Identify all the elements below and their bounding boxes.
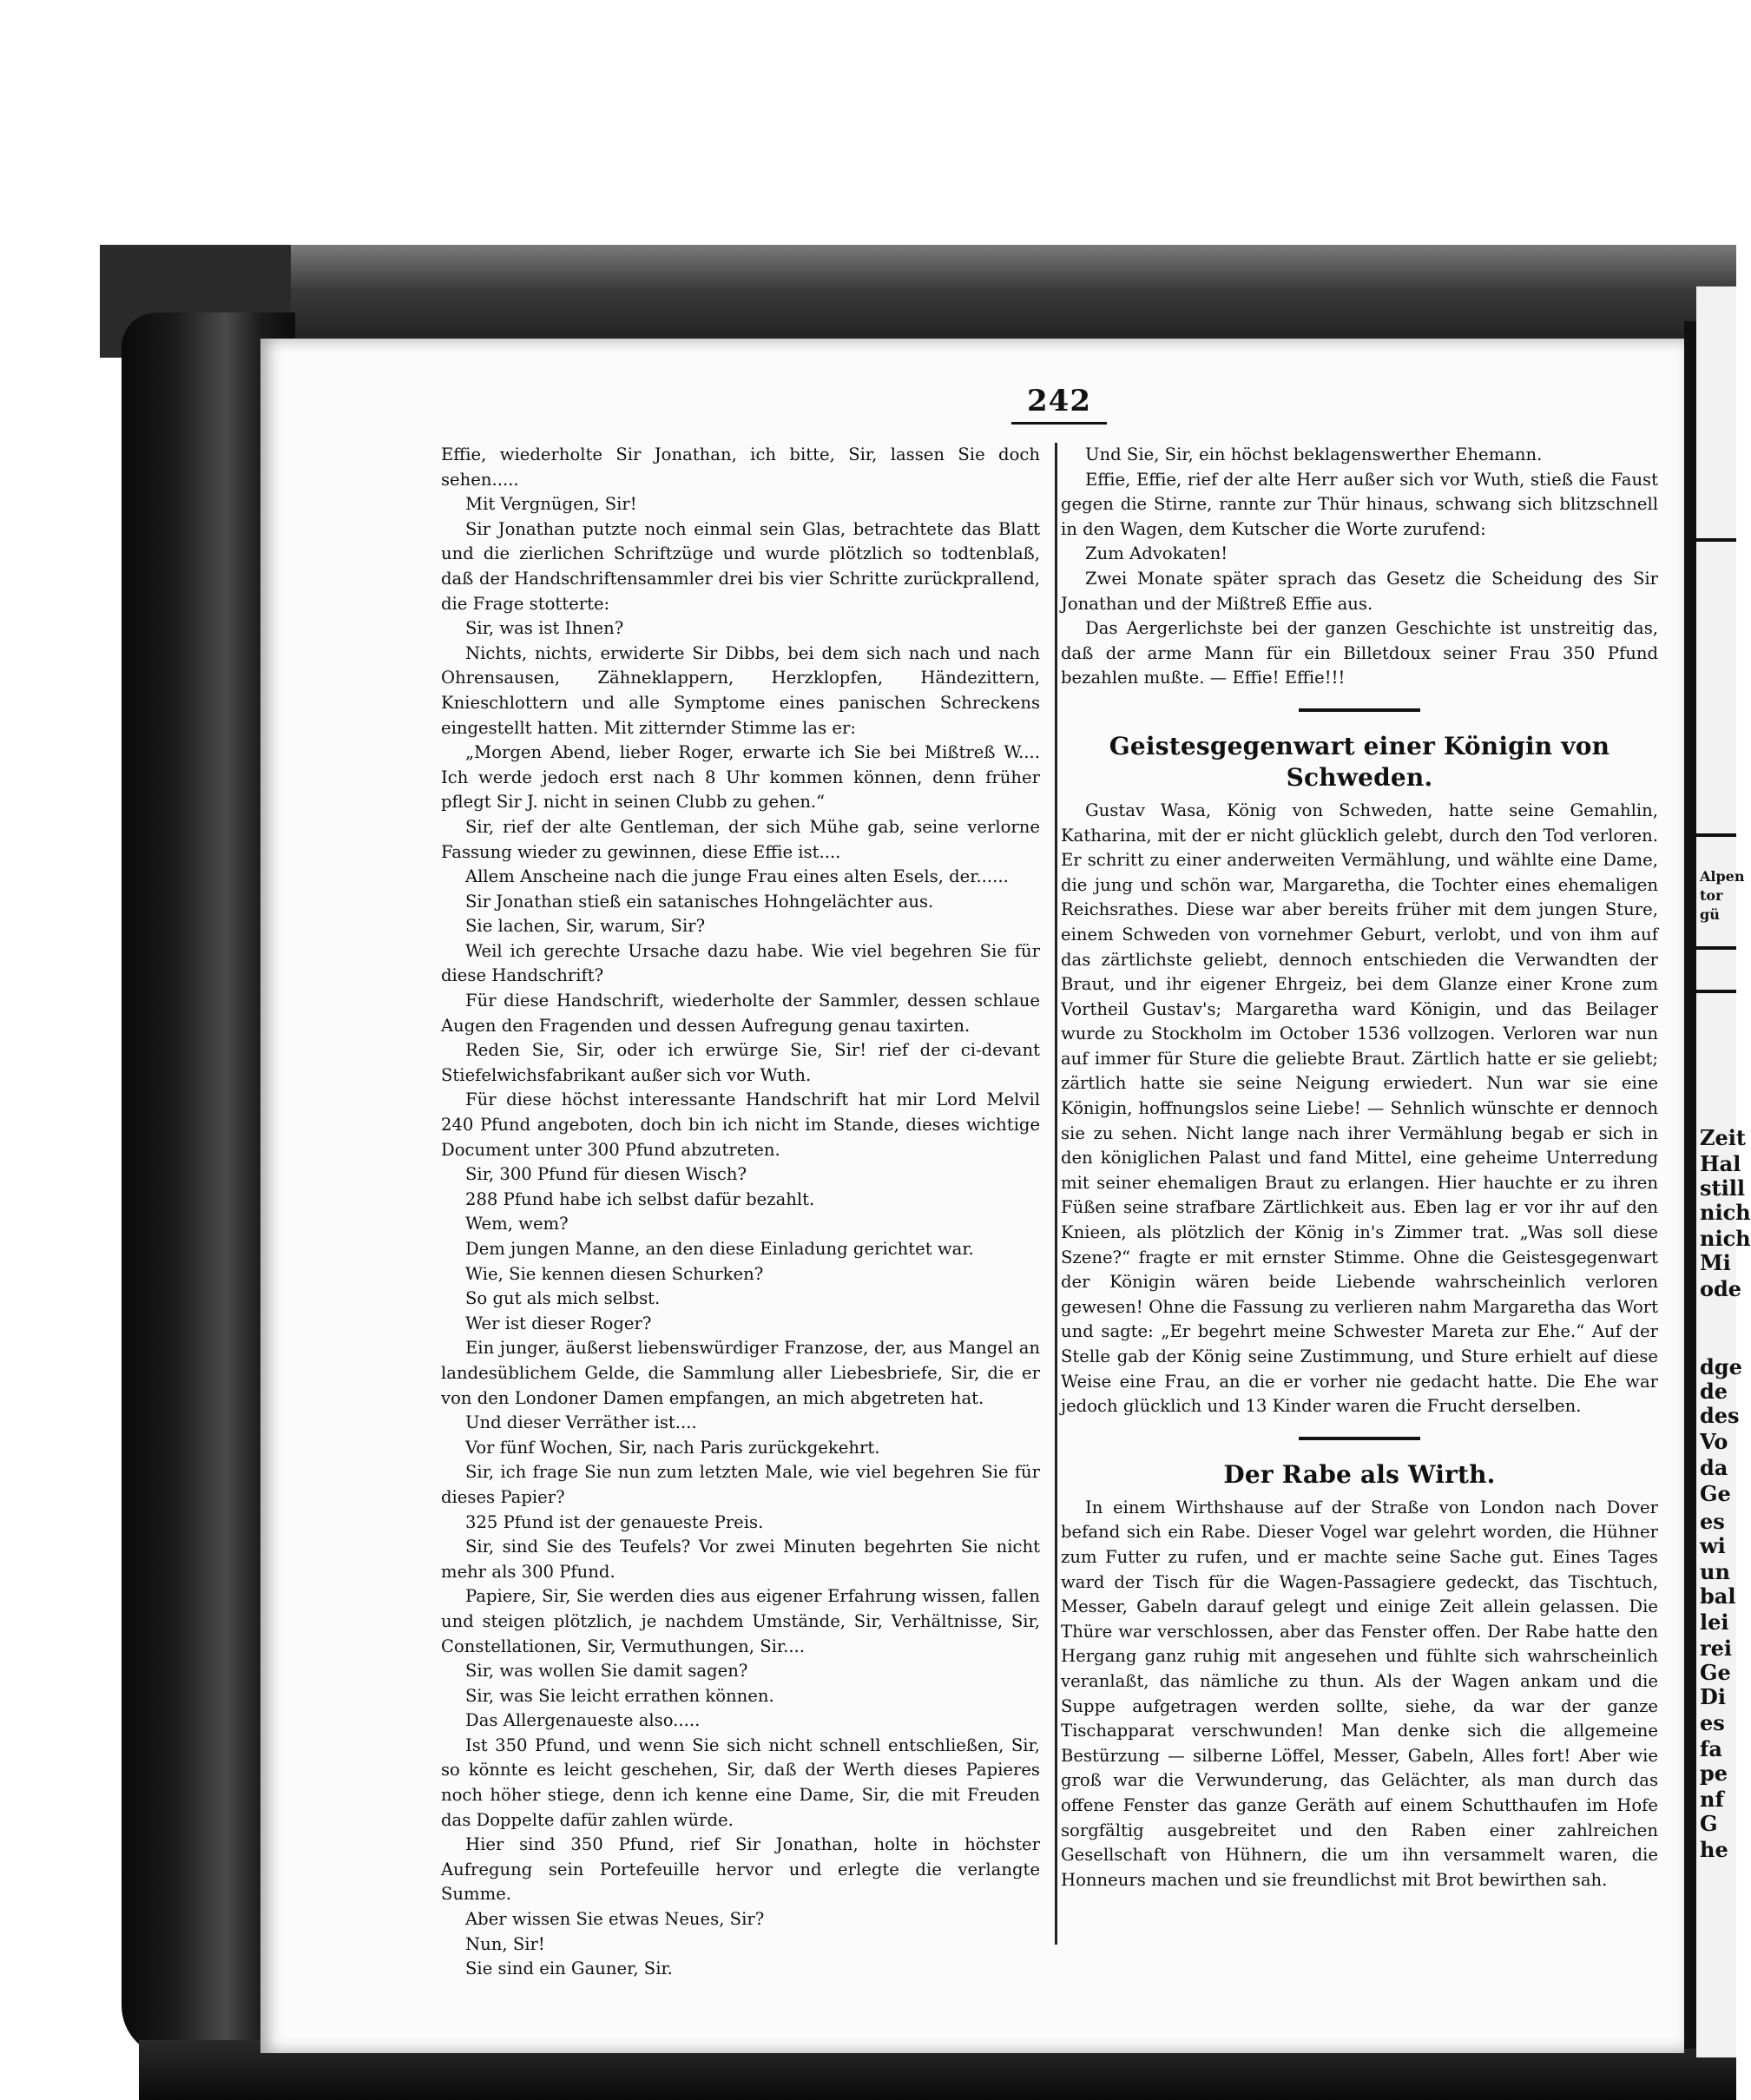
paragraph: Papiere, Sir, Sie werden dies aus eigener Erfahrung wissen, fallen und steigen plötzlich, je nachdem Umstände, Sir, Verhältnisse, Sir, Constellationen, Sir, Vermuthungen, Sir.... bbox=[441, 1586, 1040, 1656]
paragraph: Nichts, nichts, erwiderte Sir Dibbs, bei dem sich nach und nach Ohrensausen, Zähneklappern, Herzklopfen, Händezittern, Knieschlottern und alle Symptome eines panischen Schreckens eingestellt hatten. Mit zitternder Stimme las er: bbox=[441, 642, 1040, 738]
adjacent-page-rule bbox=[1696, 833, 1736, 837]
adjacent-page-word: da bbox=[1700, 1455, 1728, 1480]
adjacent-page-word: bal bbox=[1700, 1583, 1736, 1609]
paragraph: Ein junger, äußerst liebenswürdiger Franzose, der, aus Mangel an landesüblichem Gelde, die Sammlung aller Liebesbriefe, Sir, die er von den Londoner Damen empfangen, an mich abgetreten hat. bbox=[441, 1338, 1040, 1408]
adjacent-page-word: nf bbox=[1700, 1787, 1724, 1812]
paragraph: Für diese Handschrift, wiederholte der Sammler, dessen schlaue Augen den Fragenden und dessen Aufregung genau taxirten. bbox=[441, 991, 1040, 1036]
paragraph: Wie, Sie kennen diesen Schurken? bbox=[465, 1263, 764, 1284]
column-separator-rule bbox=[1055, 443, 1057, 1945]
adjacent-page-word: de bbox=[1700, 1379, 1728, 1404]
right-column bbox=[1061, 443, 1658, 1893]
paragraph: Zum Advokaten! bbox=[1085, 543, 1228, 564]
adjacent-page-word: des bbox=[1700, 1403, 1740, 1428]
adjacent-page-word: lei bbox=[1700, 1610, 1729, 1635]
paragraph: Sir, was ist Ihnen? bbox=[465, 618, 624, 639]
adjacent-page-word: G bbox=[1700, 1811, 1718, 1836]
article-headline-raven: Der Rabe als Wirth. bbox=[1223, 1459, 1496, 1489]
paragraph: Dem jungen Manne, an den diese Einladung gerichtet war. bbox=[465, 1239, 974, 1259]
paragraph: Das Allergenaueste also..... bbox=[465, 1710, 701, 1731]
paragraph: Sie lachen, Sir, warum, Sir? bbox=[465, 916, 706, 937]
paragraph: Effie, wiederholte Sir Jonathan, ich bitte, Sir, lassen Sie doch sehen..... bbox=[441, 444, 1040, 490]
paragraph: Sir, rief der alte Gentleman, der sich Mühe gab, seine verlorne Fassung wieder zu gewinnen, diese Effie ist.... bbox=[441, 816, 1040, 862]
adjacent-page-word: tor bbox=[1700, 887, 1723, 904]
paragraph: Mit Vergnügen, Sir! bbox=[465, 494, 637, 515]
adjacent-page-word: es bbox=[1700, 1710, 1725, 1735]
paragraph: Sir, was wollen Sie damit sagen? bbox=[465, 1661, 748, 1682]
paragraph: Und Sie, Sir, ein höchst beklagenswerther Ehemann. bbox=[1085, 444, 1543, 464]
adjacent-page-word: he bbox=[1700, 1837, 1728, 1862]
book-gutter bbox=[1684, 321, 1696, 2049]
adjacent-page-word: dge bbox=[1700, 1354, 1742, 1379]
paragraph: Sir, sind Sie des Teufels? Vor zwei Minuten begehrten Sie nicht mehr als 300 Pfund. bbox=[441, 1537, 1040, 1582]
paragraph: Für diese höchst interessante Handschrift hat mir Lord Melvil 240 Pfund angeboten, doch bin ich nicht im Stande, dieses wichtige Document unter 300 Pfund abzutreten. bbox=[441, 1089, 1040, 1160]
left-column bbox=[441, 443, 1040, 1982]
paragraph: Wer ist dieser Roger? bbox=[465, 1313, 652, 1333]
adjacent-page-word: Alpen bbox=[1700, 868, 1745, 885]
adjacent-page-fragment bbox=[1696, 286, 1751, 2057]
paragraph: Effie, Effie, rief der alte Herr außer sich vor Wuth, stieß die Faust gegen die Stirne, rannte zur Thür hinaus, schwang sich blitzschnell in den Wagen, dem Kutscher die Worte zurufend: bbox=[1061, 469, 1658, 539]
section-divider bbox=[1299, 1437, 1420, 1440]
paragraph: Sir Jonathan putzte noch einmal sein Glas, betrachtete das Blatt und die zierlichen Schriftzüge und wurde plötzlich so todtenblaß, daß der Handschriftensammler drei bis vier Schritte zurückprallend, die Frage stotterte: bbox=[441, 518, 1040, 614]
adjacent-page-word: Ge bbox=[1700, 1660, 1731, 1685]
paragraph: 288 Pfund habe ich selbst dafür bezahlt. bbox=[465, 1188, 815, 1209]
paragraph: So gut als mich selbst. bbox=[465, 1288, 661, 1309]
paragraph: Aber wissen Sie etwas Neues, Sir? bbox=[465, 1909, 765, 1930]
paragraph: 325 Pfund ist der genaueste Preis. bbox=[465, 1511, 764, 1532]
adjacent-page-word: nich bbox=[1700, 1226, 1751, 1251]
paragraph: In einem Wirthshause auf der Straße von London nach Dover befand sich ein Rabe. Dieser Vogel war gelehrt worden, die Hühner zum Futter zu rufen, und er machte seine Sache gut. Eines Tages ward der Tisch für die Wagen-Passagiere gedeckt, das Tischtuch, Messer, Gabeln darauf gelegt und einige Zeit allein gelassen. Die Thüre war verschlossen, aber das Fenster offen. Der Rabe hatte den Hergang ganz ruhig mit angesehen und fühlte sich wahrscheinlich veranlaßt, das nämliche zu thun. Als der Wagen ankam und die Suppe aufgetragen werden sollte, siehe, da war der ganze Tischapparat verschwunden! Man denke sich die allgemeine Bestürzung — silberne Löffel, Messer, Gabeln, Alles fort! Aber wie groß war die Verwunderung, das Gelächter, als man durch das offene Fenster das ganze Geräth auf einem Schutthaufen im Hofe sorgfältig ausgebreitet und den Raben einer zahlreichen Gesellschaft von Hühnern, die um ihn versammelt waren, die Honneurs machen und sie freundlichst mit Brot bewirthen sah. bbox=[1061, 1497, 1658, 1890]
paragraph: Sir, was Sie leicht errathen können. bbox=[465, 1685, 774, 1706]
adjacent-page-word: Mi bbox=[1700, 1250, 1731, 1275]
adjacent-page-rule bbox=[1696, 990, 1736, 993]
page-number: 242 bbox=[1027, 384, 1091, 418]
adjacent-page-word: gü bbox=[1700, 906, 1720, 923]
adjacent-page-word: Vo bbox=[1700, 1429, 1728, 1454]
paragraph: „Morgen Abend, lieber Roger, erwarte ich Sie bei Mißtreß W.... Ich werde jedoch erst nach 8 Uhr kommen können, denn früher pflegt Sir J. nicht in seinen Clubb zu gehen.“ bbox=[441, 742, 1040, 813]
paragraph: Das Aergerlichste bei der ganzen Geschichte ist unstreitig das, daß der arme Mann für ein Billetdoux seiner Frau 350 Pfund bezahlen mußte. — Effie! Effie!!! bbox=[1061, 618, 1658, 688]
article-body-queen bbox=[1061, 799, 1658, 1419]
paragraph: Sir, ich frage Sie nun zum letzten Male, wie viel begehren Sie für dieses Papier? bbox=[441, 1462, 1040, 1507]
page-number-underline bbox=[1011, 422, 1107, 425]
paragraph: Wem, wem? bbox=[465, 1214, 569, 1234]
paragraph: Allem Anscheine nach die junge Frau eines alten Esels, der...... bbox=[465, 866, 1009, 887]
paragraph: Ist 350 Pfund, und wenn Sie sich nicht schnell entschließen, Sir, so könnte es leicht geschehen, Sir, daß der Werth dieses Papieres noch höher stiege, denn ich kenne eine Dame, Sir, die mit Freuden das Doppelte dafür zahlen würde. bbox=[441, 1735, 1040, 1830]
section-divider bbox=[1299, 708, 1420, 712]
paragraph: Zwei Monate später sprach das Gesetz die Scheidung des Sir Jonathan und der Mißtreß Effie aus. bbox=[1061, 568, 1658, 614]
article-body-raven bbox=[1061, 1496, 1658, 1893]
paragraph: Sir Jonathan stieß ein satanisches Hohngelächter aus. bbox=[465, 891, 934, 912]
paragraph: Vor fünf Wochen, Sir, nach Paris zurückgekehrt. bbox=[465, 1437, 880, 1458]
adjacent-page-word: pe bbox=[1700, 1761, 1728, 1786]
story-conclusion bbox=[1061, 443, 1658, 691]
paragraph: Und dieser Verräther ist.... bbox=[465, 1412, 697, 1433]
adjacent-page-word: nich bbox=[1700, 1200, 1751, 1225]
adjacent-page-word: wi bbox=[1700, 1533, 1726, 1558]
adjacent-page-word: still bbox=[1700, 1175, 1745, 1201]
adjacent-page-word: un bbox=[1700, 1559, 1730, 1584]
adjacent-page-word: fa bbox=[1700, 1736, 1722, 1761]
adjacent-page-word: Ge bbox=[1700, 1481, 1731, 1506]
paragraph: Nun, Sir! bbox=[465, 1933, 545, 1954]
adjacent-page-word: Zeit bbox=[1700, 1125, 1746, 1150]
adjacent-page-rule bbox=[1696, 946, 1736, 950]
paragraph: Reden Sie, Sir, oder ich erwürge Sie, Sir! rief der ci-devant Stiefelwichsfabrikant außer sich vor Wuth. bbox=[441, 1040, 1040, 1085]
adjacent-page-word: Di bbox=[1700, 1684, 1726, 1709]
article-headline-queen: Geistesgegenwart einer Königin von Schweden. bbox=[1109, 731, 1610, 792]
paragraph: Sie sind ein Gauner, Sir. bbox=[465, 1958, 673, 1979]
adjacent-page-word: Hal bbox=[1700, 1151, 1741, 1176]
adjacent-page-word: rei bbox=[1700, 1636, 1733, 1661]
adjacent-page-word: es bbox=[1700, 1509, 1725, 1534]
paragraph: Hier sind 350 Pfund, rief Sir Jonathan, holte in höchster Aufregung sein Portefeuille hervor und erlegte die verlangte Summe. bbox=[441, 1834, 1040, 1905]
paragraph: Sir, 300 Pfund für diesen Wisch? bbox=[465, 1164, 747, 1185]
paragraph: Gustav Wasa, König von Schweden, hatte seine Gemahlin, Katharina, mit der er nicht glücklich gelebt, durch den Tod verloren. Er schritt zu einer anderweiten Vermählung, und wählte eine Dame, die jung und schön war, Margaretha, die Tochter eines ehemaligen Reichsrathes. Diese war aber bereits früher mit dem jungen Sture, einem Schweden von vornehmer Geburt, verlobt, und von ihm auf das zärtlichste geliebt, dennoch entschieden die Verwandten der Braut, und ihr eigener Ehrgeiz, bei dem Glanze einer Krone zum Vortheil Gustav's; Margaretha ward Königin, und das Beilager wurde zu Stockholm im October 1536 vollzogen. Verloren war nun auf immer für Sture die geliebte Braut. Zärtlich hatte er sie geliebt; zärtlich hatte sie seine Neigung erwiedert. Nun war sie eine Königin, hoffnungslos seine Liebe! — Sehnlich wünschte er dennoch sie zu sehen. Nicht lange nach ihrer Vermählung begab er sich in den königlichen Palast und fand Mittel, eine geheime Unterredung mit seiner ehemaligen Braut zu erlangen. Hier hauchte er zu ihren Füßen seine strafbare Zärtlichkeit aus. Eben lag er vor ihr auf den Knieen, als plötzlich der König in's Zimmer trat. „Was soll diese Szene?“ fragte er mit ernster Stimme. Ohne die Geistesgegenwart der Königin wären beide Liebende wahrscheinlich verloren gewesen! Ohne die Fassung zu verlieren nahm Margaretha das Wort und sagte: „Er begehrt meine Schwester Mareta zur Ehe.“ Auf der Stelle gab der König seine Zustimmung, und Sture erhielt auf diese Weise eine Frau, an die er vorher nie gedacht hatte. Die Ehe war jedoch glücklich und 13 Kinder waren die Frucht derselben. bbox=[1061, 800, 1658, 1417]
adjacent-page-word: ode bbox=[1700, 1276, 1742, 1301]
adjacent-page-rule bbox=[1696, 538, 1736, 542]
paragraph: Weil ich gerechte Ursache dazu habe. Wie viel begehren Sie für diese Handschrift? bbox=[441, 940, 1040, 986]
